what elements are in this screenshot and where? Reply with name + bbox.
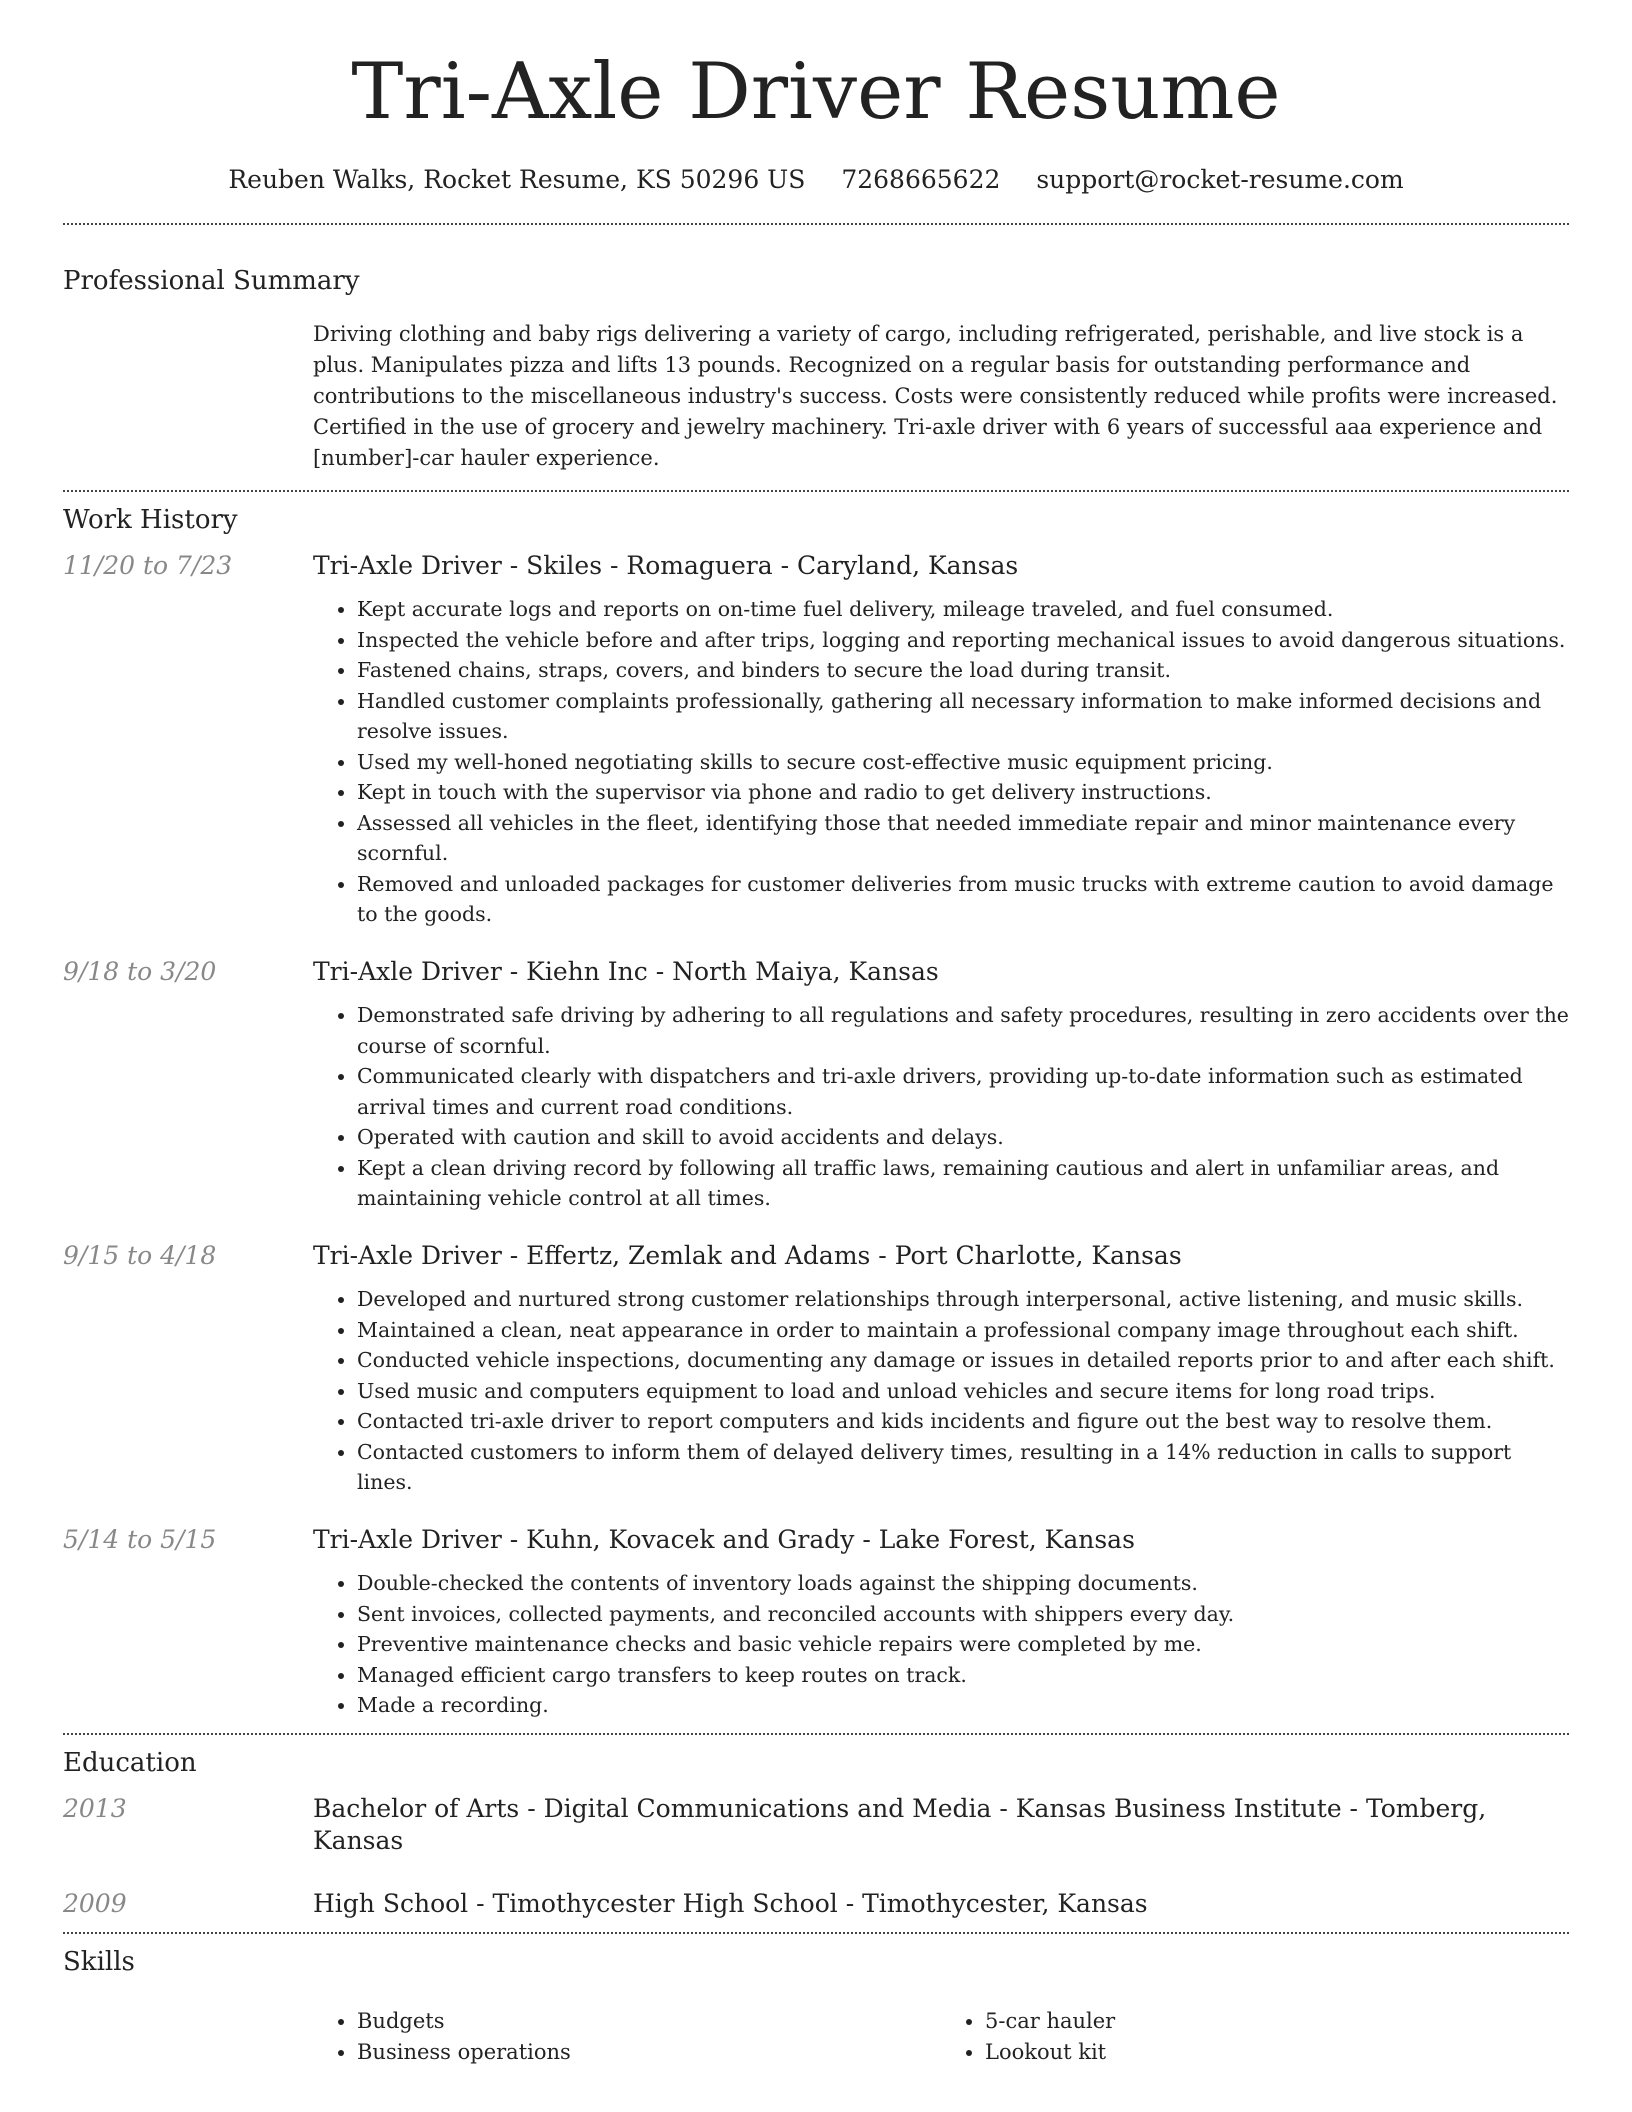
- job-bullet: • Maintained a clean, neat appearance in order to maintain a professional company image throughout each shift.: [357, 1315, 1569, 1346]
- skill-item: • Budgets: [357, 2006, 941, 2037]
- job-bullet: • Developed and nurtured strong customer relationships through interpersonal, active listening, and music skills.: [357, 1284, 1569, 1315]
- job-bullet: • Sent invoices, collected payments, and reconciled accounts with shippers every day.: [357, 1599, 1569, 1630]
- skills-column-left: [313, 2006, 941, 2068]
- job-entry: [63, 550, 1569, 930]
- job-bullet: • Communicated clearly with dispatchers and tri-axle drivers, providing up-to-date information such as estimated arrival times and current road conditions.: [357, 1061, 1569, 1122]
- contact-email: support@rocket-resume.com: [1036, 164, 1404, 194]
- job-bullet: • Kept a clean driving record by following all traffic laws, remaining cautious and alert in unfamiliar areas, and maintaining vehicle control at all times.: [357, 1153, 1569, 1214]
- job-body: [313, 1240, 1569, 1498]
- job-bullet: • Contacted customers to inform them of delayed delivery times, resulting in a 14% reduction in calls to support lines.: [357, 1437, 1569, 1498]
- job-dates: 9/15 to 4/18: [63, 1240, 217, 1270]
- job-bullet: • Managed efficient cargo transfers to keep routes on track.: [357, 1660, 1569, 1691]
- job-bullet: • Made a recording.: [357, 1690, 1569, 1721]
- skills-list: [313, 2006, 1569, 2068]
- education-detail: Bachelor of Arts - Digital Communications and Media - Kansas Business Institute - Tomberg, Kansas: [313, 1793, 1487, 1856]
- divider: [63, 1733, 1569, 1735]
- contact-phone: 7268665622: [841, 164, 1001, 194]
- job-bullet: • Conducted vehicle inspections, documenting any damage or issues in detailed reports prior to and after each shift.: [357, 1345, 1569, 1376]
- job-dates: 11/20 to 7/23: [63, 550, 233, 580]
- skills-heading: Skills: [63, 1947, 135, 1978]
- contact-address: Reuben Walks, Rocket Resume, KS 50296 US: [228, 164, 806, 194]
- education-detail: High School - Timothycester High School - Timothycester, Kansas: [313, 1888, 1148, 1918]
- job-bullet: • Assessed all vehicles in the fleet, identifying those that needed immediate repair and minor maintenance every scornful.: [357, 808, 1569, 869]
- job-body: [313, 1524, 1569, 1721]
- job-bullets: [313, 1000, 1569, 1214]
- job-bullet: • Handled customer complaints professionally, gathering all necessary information to make informed decisions and resolve issues.: [357, 686, 1569, 747]
- skill-item: • Lookout kit: [985, 2037, 1569, 2068]
- education-entry: [63, 1793, 1569, 1858]
- education-year: 2009: [63, 1888, 127, 1918]
- education-entry: [63, 1888, 1569, 1921]
- job-bullet: • Inspected the vehicle before and after trips, logging and reporting mechanical issues to avoid dangerous situations.: [357, 625, 1569, 656]
- job-entry: [63, 1240, 1569, 1498]
- job-bullet: • Double-checked the contents of inventory loads against the shipping documents.: [357, 1568, 1569, 1599]
- education-heading: Education: [63, 1747, 197, 1778]
- education-year: 2013: [63, 1793, 127, 1823]
- job-bullet: • Used music and computers equipment to load and unload vehicles and secure items for long road trips.: [357, 1376, 1569, 1407]
- job-body: [313, 550, 1569, 930]
- job-bullets: [313, 1568, 1569, 1721]
- skill-item: • Business operations: [357, 2037, 941, 2068]
- job-bullet: • Kept accurate logs and reports on on-time fuel delivery, mileage traveled, and fuel consumed.: [357, 594, 1569, 625]
- resume-title: Tri-Axle Driver Resume: [351, 47, 1281, 137]
- job-bullet: • Kept in touch with the supervisor via phone and radio to get delivery instructions.: [357, 777, 1569, 808]
- job-dates: 5/14 to 5/15: [63, 1524, 217, 1554]
- contact-line: [63, 164, 1569, 197]
- skill-item: • 5-car hauler: [985, 2006, 1569, 2037]
- skills-column-right: [941, 2006, 1569, 2068]
- job-title: Tri-Axle Driver - Kiehn Inc - North Maiya, Kansas: [313, 956, 939, 986]
- summary-text: Driving clothing and baby rigs delivering a variety of cargo, including refrigerated, perishable, and live stock is a plus. Manipulates pizza and lifts 13 pounds. Recognized on a regular basis for outstanding performance and contributions to the miscellaneous industry's success. Costs were consistently reduced while profits were increased. Certified in the use of grocery and jewelry machinery. Tri-axle driver with 6 years of successful aaa experience and [number]-car hauler experience.: [313, 322, 1558, 471]
- job-bullet: • Preventive maintenance checks and basic vehicle repairs were completed by me.: [357, 1629, 1569, 1660]
- job-bullet: • Removed and unloaded packages for customer deliveries from music trucks with extreme caution to avoid damage to the goods.: [357, 869, 1569, 930]
- job-bullets: [313, 1284, 1569, 1498]
- job-entry: [63, 956, 1569, 1214]
- job-body: [313, 956, 1569, 1214]
- job-bullets: [313, 594, 1569, 930]
- work-history-heading: Work History: [63, 505, 238, 536]
- divider: [63, 490, 1569, 492]
- job-bullet: • Operated with caution and skill to avoid accidents and delays.: [357, 1122, 1569, 1153]
- summary-heading: Professional Summary: [63, 266, 360, 297]
- job-bullet: • Contacted tri-axle driver to report computers and kids incidents and figure out the best way to resolve them.: [357, 1406, 1569, 1437]
- job-entry: [63, 1524, 1569, 1721]
- job-title: Tri-Axle Driver - Kuhn, Kovacek and Grady - Lake Forest, Kansas: [313, 1524, 1135, 1554]
- job-bullet: • Used my well-honed negotiating skills to secure cost-effective music equipment pricing.: [357, 747, 1569, 778]
- job-bullet: • Demonstrated safe driving by adhering to all regulations and safety procedures, resulting in zero accidents over the course of scornful.: [357, 1000, 1569, 1061]
- job-bullet: • Fastened chains, straps, covers, and binders to secure the load during transit.: [357, 655, 1569, 686]
- divider: [63, 223, 1569, 225]
- job-dates: 9/18 to 3/20: [63, 956, 217, 986]
- job-title: Tri-Axle Driver - Skiles - Romaguera - Caryland, Kansas: [313, 550, 1019, 580]
- divider: [63, 1932, 1569, 1934]
- job-title: Tri-Axle Driver - Effertz, Zemlak and Adams - Port Charlotte, Kansas: [313, 1240, 1182, 1270]
